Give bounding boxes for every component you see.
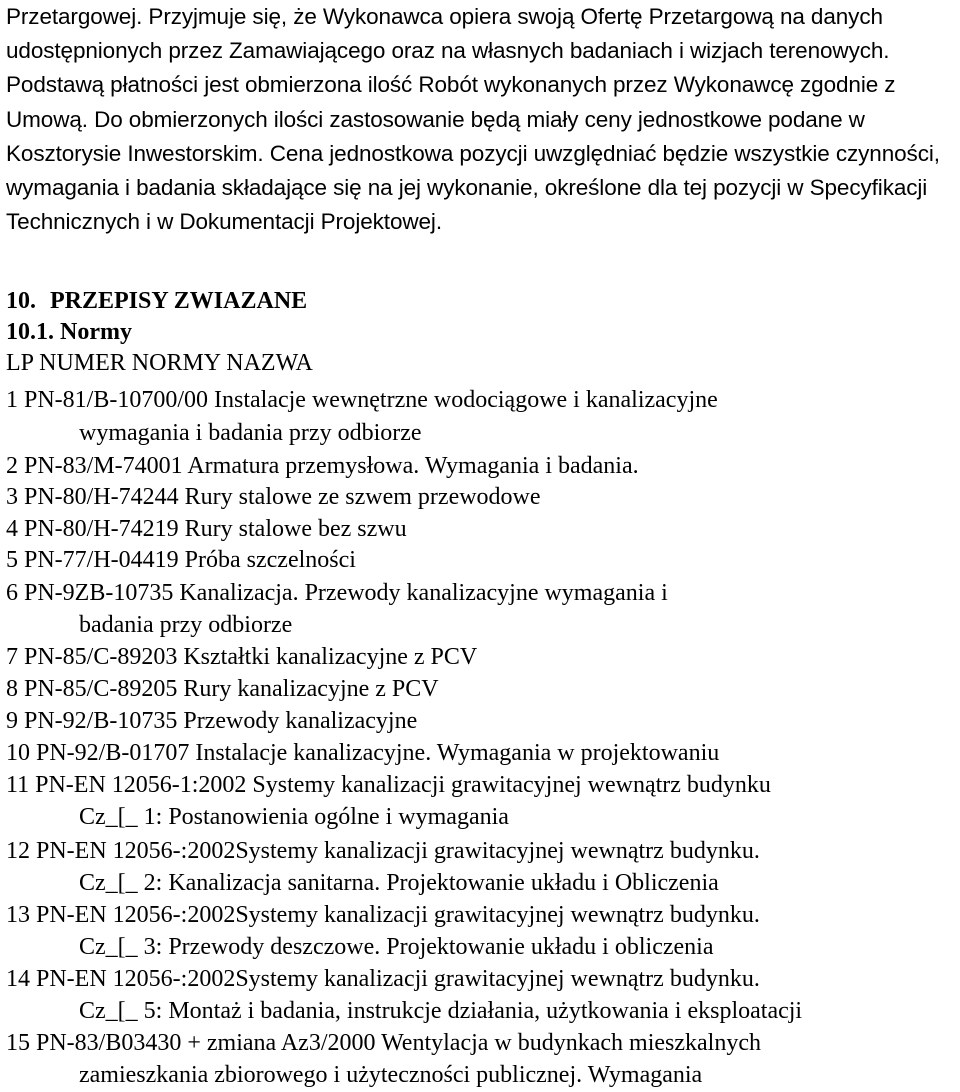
norm-line: 14 PN-EN 12056-:2002Systemy kanalizacji grawitacyjnej wewnątrz budynku. [6,966,760,992]
norm-line: Cz_[_ 3: Przewody deszczowe. Projektowanie układu i obliczenia [79,934,714,960]
norm-line: zamieszkania zbiorowego i użyteczności publicznej. Wymagania [79,1062,703,1088]
table-header: LP NUMER NORMY NAZWA [6,350,313,376]
norm-line: wymagania i badania przy odbiorze [79,420,422,446]
norm-line: 15 PN-83/B03430 + zmiana Az3/2000 Wentylacja w budynkach mieszkalnych [6,1030,762,1056]
norm-line: 2 PN-83/M-74001 Armatura przemysłowa. Wymagania i badania. [6,453,639,479]
norm-line: Cz_[_ 2: Kanalizacja sanitarna. Projektowanie układu i Obliczenia [79,870,719,896]
norm-line: 7 PN-85/C-89203 Kształtki kanalizacyjne z PCV [6,644,478,670]
norm-line: 1 PN-81/B-10700/00 Instalacje wewnętrzne wodociągowe i kanalizacyjne [6,387,718,413]
norm-line: 12 PN-EN 12056-:2002Systemy kanalizacji grawitacyjnej wewnątrz budynku. [6,838,760,864]
norm-line: 11 PN-EN 12056-1:2002 Systemy kanalizacji grawitacyjnej wewnątrz budynku [6,772,771,798]
norm-line: badania przy odbiorze [79,612,293,638]
norm-line: Cz_[_ 1: Postanowienia ogólne i wymagania [79,804,509,830]
norm-line: 4 PN-80/H-74219 Rury stalowe bez szwu [6,516,407,542]
subsection-heading: 10.1. Normy [6,319,132,345]
norm-line: 5 PN-77/H-04419 Próba szczelności [6,547,356,573]
section-heading [6,286,307,316]
norm-line: 10 PN-92/B-01707 Instalacje kanalizacyjne. Wymagania w projektowaniu [6,740,720,766]
section-number: 10. [6,288,36,314]
norm-line: 9 PN-92/B-10735 Przewody kanalizacyjne [6,708,418,734]
norm-line: Cz_[_ 5: Montaż i badania, instrukcje działania, użytkowania i eksploatacji [79,998,803,1024]
norm-line: 3 PN-80/H-74244 Rury stalowe ze szwem przewodowe [6,484,541,510]
norm-line: 8 PN-85/C-89205 Rury kanalizacyjne z PCV [6,676,439,702]
norm-line: 13 PN-EN 12056-:2002Systemy kanalizacji grawitacyjnej wewnątrz budynku. [6,902,760,928]
section-title: PRZEPISY ZWIAZANE [50,288,308,314]
body-paragraph: Przetargowej. Przyjmuje się, że Wykonawca opiera swoją Ofertę Przetargową na danych udostępnionych przez Zamawiającego oraz na własnych badaniach i wizjach terenowych. Podstawą płatności jest obmierzona ilość Robót wykonanych przez Wykonawcę zgodnie z Umową. Do obmierzonych ilości zastosowanie będą miały ceny jednostkowe podane w Kosztorysie Inwestorskim. Cena jednostkowa pozycji uwzględniać będzie wszystkie czynności, wymagania i badania składające się na jej wykonanie, określone dla tej pozycji w Specyfikacji Technicznych i w Dokumentacji Projektowej. [6,4,940,235]
norm-line: 6 PN-9ZB-10735 Kanalizacja. Przewody kanalizacyjne wymagania i [6,580,668,606]
